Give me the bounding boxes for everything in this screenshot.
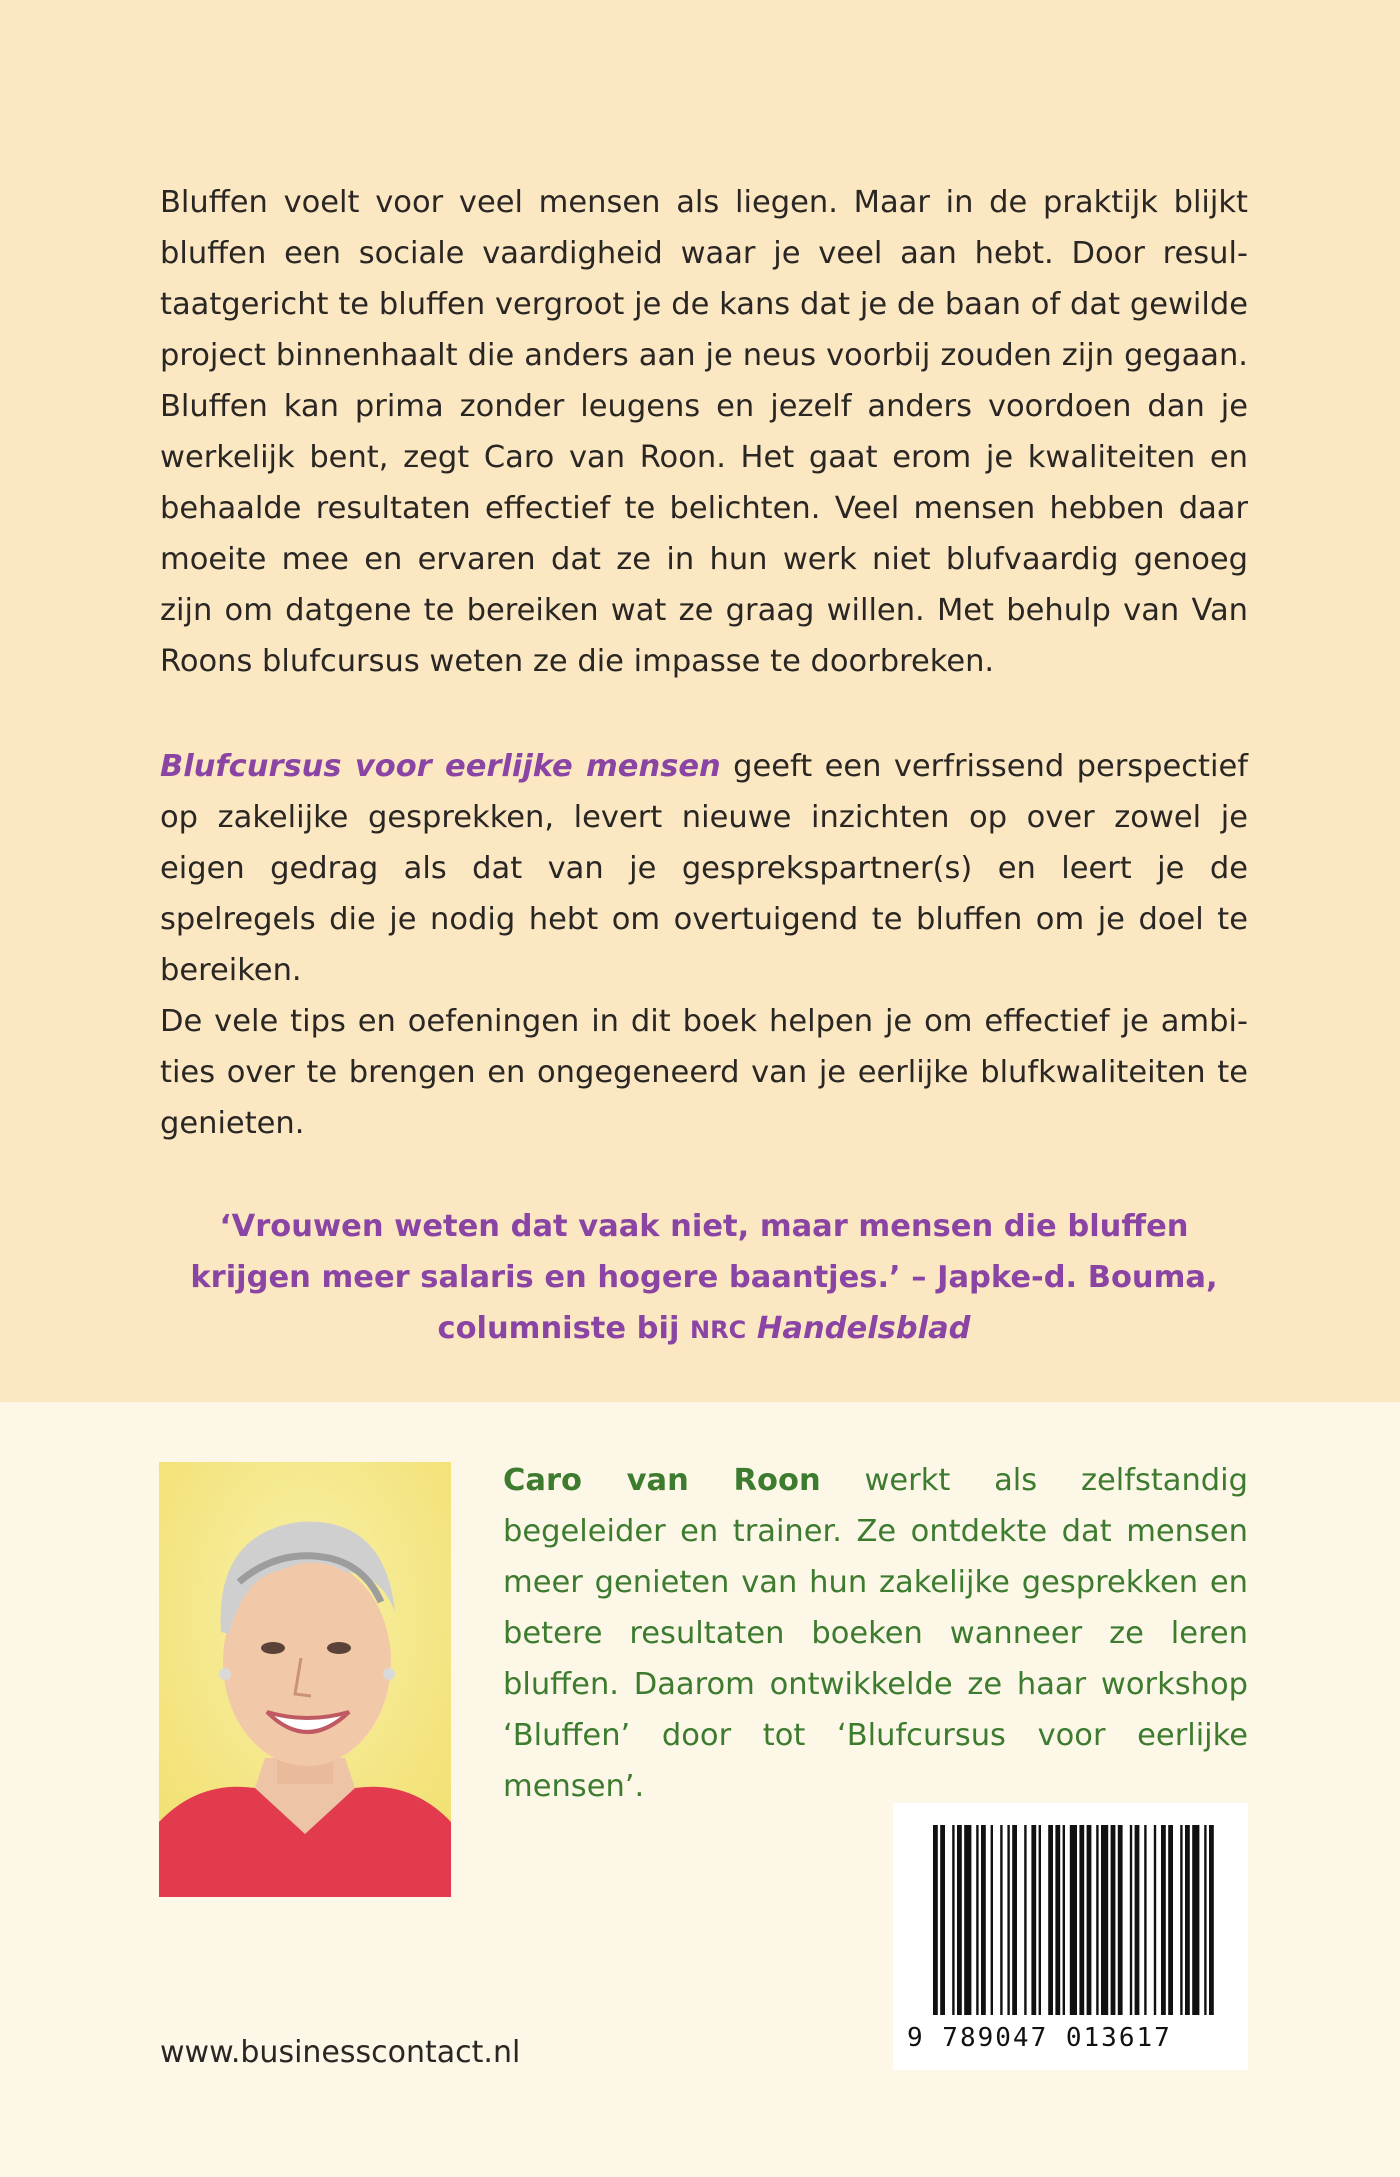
press-quote-text: ‘Vrouwen weten dat vaak niet, maar mensen die bluffen krijgen meer salaris en hogere baantjes.’ – Japke-d. Bouma, columniste bij [190,1209,1218,1346]
barcode-bar [1118,1825,1123,2015]
barcode-bar [1007,1825,1009,2015]
barcode-bar [1111,1825,1116,2015]
isbn-number: 9 789047 013617 [907,2023,1172,2053]
barcode-bar [1180,1825,1182,2015]
newspaper-abbrev: NRC [690,1316,747,1344]
barcode-bar [1154,1825,1156,2015]
book-title-inline: Blufcursus voor eerlijke mensen [160,749,721,784]
barcode-bar [1209,1825,1214,2015]
barcode-bar [964,1825,971,2015]
barcode-bar [933,1825,938,2015]
barcode-bar [1168,1825,1173,2015]
barcode-bar [981,1825,986,2015]
description-paragraph-3: De vele tips en oefeningen in dit boek helpen je om effectief je ambities over te brengen en ongegeneerd van je eerlijke blufkwaliteiten te genieten. [160,1004,1248,1141]
barcode-bar [1031,1825,1036,2015]
barcode-bar [1012,1825,1017,2015]
barcode-bar [957,1825,962,2015]
barcode-bar [1039,1825,1041,2015]
description-paragraph-2-text: geeft een verfrissend perspectief op zakelijke gesprekken, levert nieuwe inzichten op over zowel je eigen gedrag als dat van je gesprekspartner(s) en leert je de spelregels die je nodig hebt om overtuigend te bluffen om je doel te bereiken. [160,749,1248,988]
barcode-bar [1024,1825,1026,2015]
barcode-bar [1079,1825,1084,2015]
isbn-barcode [893,1803,1248,2070]
press-quote [160,1201,1248,1356]
barcode-bar [1087,1825,1092,2015]
barcode-bar [1063,1825,1065,2015]
description-paragraph-1: Bluffen voelt voor veel mensen als liegen. Maar in de praktijk blijkt bluffen een sociale vaardigheid waar je veel aan hebt. Door resultaatgericht te bluffen vergroot je de kans dat je de baan of dat gewilde project binnenhaalt die anders aan je neus voorbij zouden zijn gegaan. Bluffen kan prima zonder leugens en jezelf anders voordoen dan je werkelijk bent, zegt Caro van Roon. Het gaat erom je kwaliteiten en behaalde resultaten effectief te belichten. Veel mensen hebben daar moeite mee en ervaren dat ze in hun werk niet blufvaardig genoeg zijn om datgene te bereiken wat ze graag willen. Met behulp van Van Roons blufcursus weten ze die impasse te doorbreken. [160,185,1248,679]
barcode-bar [1185,1825,1190,2015]
barcode-bar [1144,1825,1146,2015]
author-name: Caro van Roon [503,1463,821,1498]
barcode-bar [1070,1825,1077,2015]
author-photo [159,1462,451,1897]
newspaper-name: Handelsblad [746,1311,971,1346]
barcode-bar [940,1825,945,2015]
barcode-bar [1135,1825,1140,2015]
barcode-bar [1048,1825,1053,2015]
barcode-bar [952,1825,954,2015]
barcode-bar [991,1825,993,2015]
barcode-bar [976,1825,978,2015]
barcode-bar [1000,1825,1002,2015]
barcode-bar [1055,1825,1060,2015]
barcode-bar [1204,1825,1206,2015]
description-paragraph-2 [160,741,1248,996]
author-bio-text: werkt als zelfstandig begeleider en trainer. Ze ontdekte dat mensen meer genieten van hun zakelijke gesprekken en betere resultaten boeken wanneer ze leren bluffen. Daarom ontwikkelde ze haar workshop ‘Bluffen’ door tot ‘Blufcursus voor eerlijke mensen’. [503,1463,1249,1804]
barcode-bar [1161,1825,1166,2015]
barcode-bar [1096,1825,1098,2015]
barcode-bar [1192,1825,1199,2015]
barcode-bars [893,1803,1248,2033]
publisher-website[interactable]: www.businesscontact.nl [160,2035,521,2070]
barcode-bar [1101,1825,1108,2015]
barcode-bar [1130,1825,1132,2015]
author-bio [503,1455,1248,1812]
